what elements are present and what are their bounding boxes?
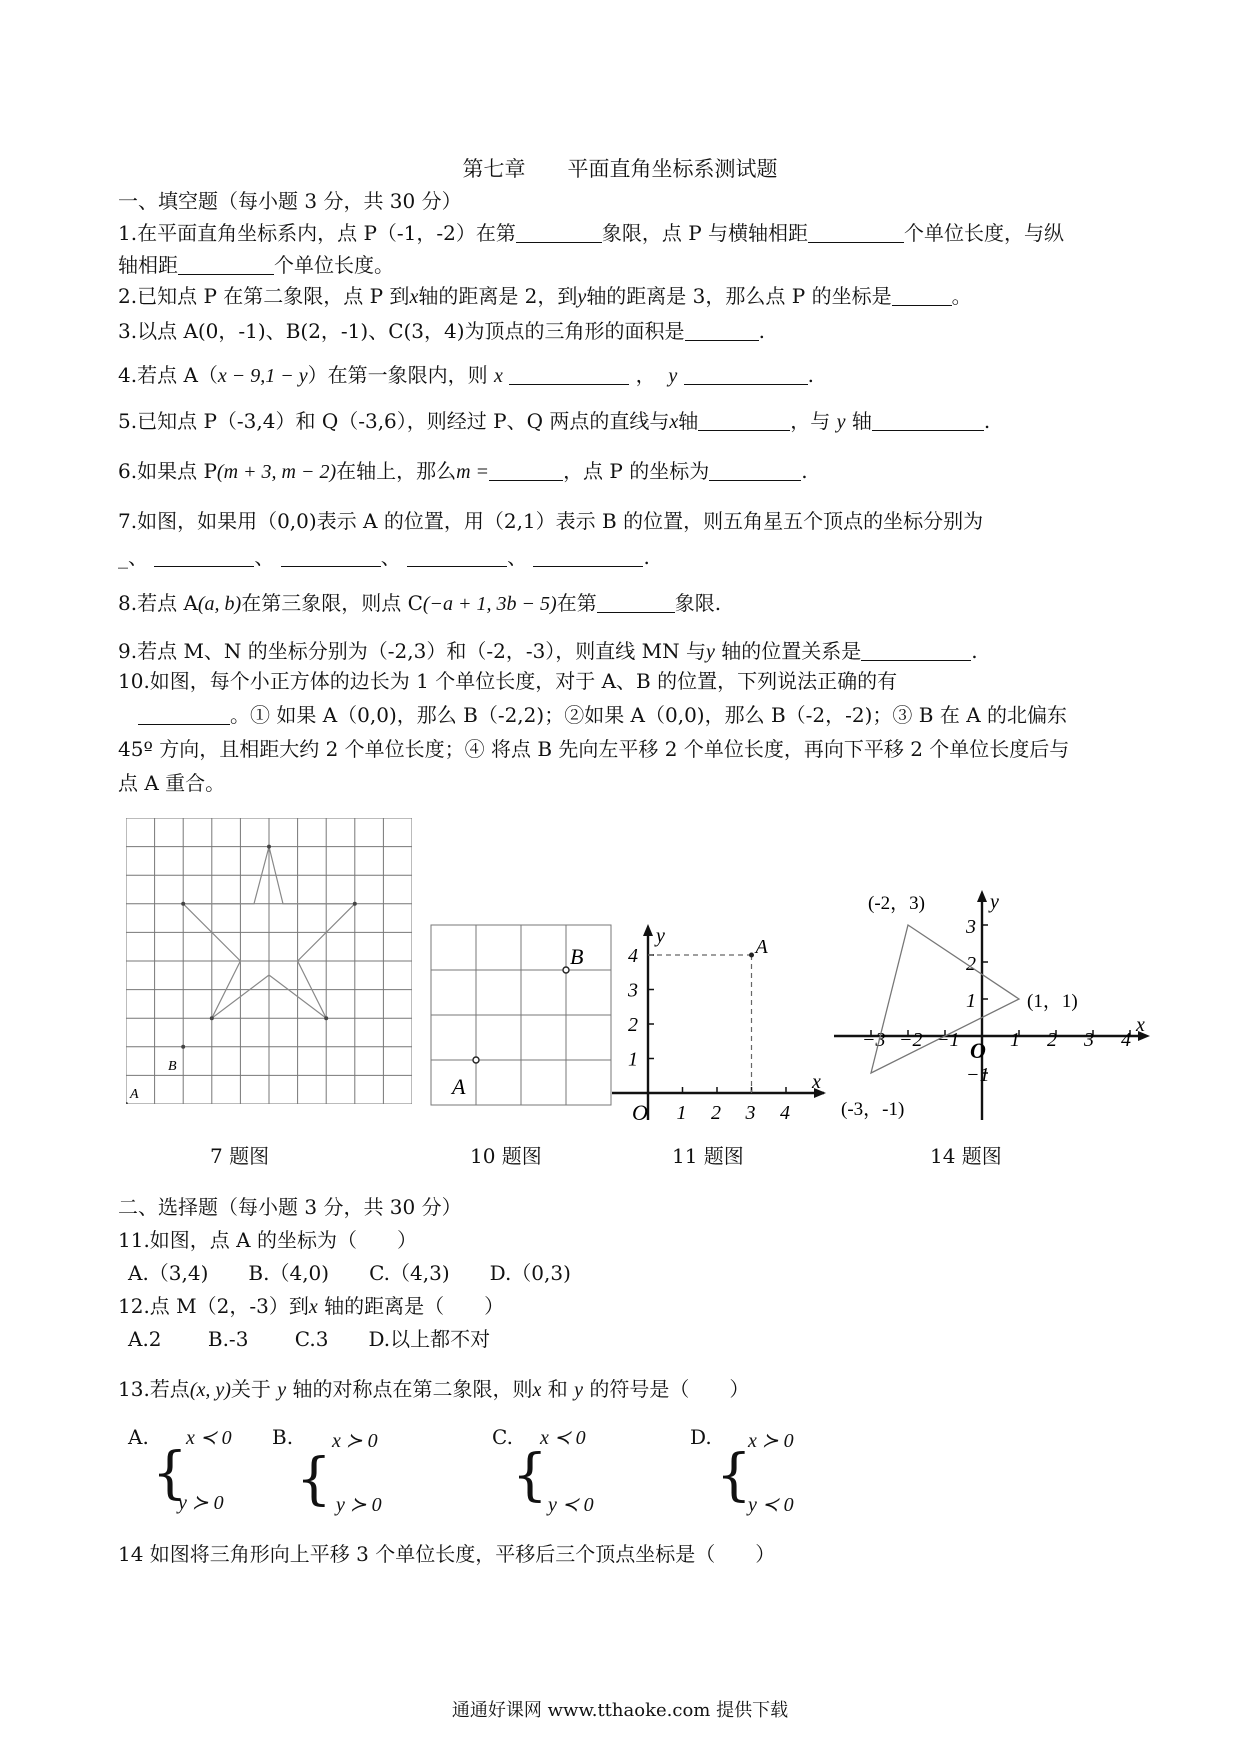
x-tick-label: 4 xyxy=(1121,1029,1131,1051)
question-13: 13.若点(x, y)关于 y 轴的对称点在第二象限，则x 和 y 的符号是（ ） xyxy=(118,1377,750,1401)
y-axis-label: y xyxy=(990,891,999,913)
answer-blank[interactable] xyxy=(861,640,971,661)
vertex-label: (-3，-1) xyxy=(841,1099,905,1120)
brace: { xyxy=(716,1443,752,1508)
y-tick-label: 3 xyxy=(966,916,976,938)
option-d-letter: D. xyxy=(690,1425,712,1449)
answer-blank[interactable] xyxy=(872,410,984,431)
answer-blank[interactable] xyxy=(281,546,381,567)
point-a-marker xyxy=(473,1057,479,1063)
star-vertex xyxy=(267,845,271,849)
question-12-options: A.2 B.-3 C.3 D.以上都不对 xyxy=(128,1327,491,1351)
answer-blank[interactable] xyxy=(407,546,507,567)
y-tick-label: 2 xyxy=(966,953,976,975)
question-8: 8.若点 A(a, b)在第三象限，则点 C(−a + 1, 3b − 5)在第 象限. xyxy=(118,591,722,615)
answer-blank[interactable] xyxy=(154,546,254,567)
option-b-bottom: y ≻ 0 xyxy=(336,1494,382,1516)
x-tick-label: 4 xyxy=(780,1102,790,1124)
question-7-line-2: _、 、 、 、 . xyxy=(118,545,650,569)
vertex-label: (-2，3) xyxy=(868,893,925,914)
star-vertex xyxy=(181,902,185,906)
point-b-marker xyxy=(181,1045,185,1049)
option-c-bottom: y ≺ 0 xyxy=(548,1494,594,1516)
question-7-line-1: 7.如图，如果用（0,0)表示 A 的位置，用（2,1）表示 B 的位置，则五角星五个顶点的坐标分别为 xyxy=(118,509,984,533)
question-5: 5.已知点 P（-3,4）和 Q（-3,6），则经过 P、Q 两点的直线与x轴 ，与 y 轴 . xyxy=(118,409,991,433)
option-d-top: x ≻ 0 xyxy=(748,1430,794,1452)
answer-blank[interactable] xyxy=(597,592,675,613)
question-10-line-2: 。① 如果 A（0,0)，那么 B（-2,2)；②如果 A（0,0)，那么 B（-2，-2)；③ B 在 A 的北偏东 xyxy=(138,702,1067,728)
brace: { xyxy=(296,1447,332,1512)
section-heading-fill-in: 一、填空题（每小题 3 分，共 30 分） xyxy=(118,189,462,213)
question-11: 11.如图，点 A 的坐标为（ ） xyxy=(118,1228,417,1252)
question-4: 4.若点 A（x − 9,1 − y）在第一象限内，则 x ， y . xyxy=(118,363,814,387)
figure-11-plane xyxy=(612,920,838,1126)
figure-14-plane xyxy=(834,886,1164,1126)
answer-blank[interactable] xyxy=(709,460,801,481)
point-a-marker xyxy=(126,1102,128,1104)
question-10-line-4: 点 A 重合。 xyxy=(118,771,226,795)
y-tick-label: 3 xyxy=(628,979,638,1002)
option-a-bottom: y ≻ 0 xyxy=(178,1492,224,1514)
question-11-options: A.（3,4) B.（4,0) C.（4,3) D.（0,3) xyxy=(128,1261,571,1285)
figure-7-caption: 7 题图 xyxy=(210,1144,270,1168)
point-a-label: A xyxy=(755,936,768,958)
option-b-letter: B. xyxy=(272,1425,294,1449)
option-a-top: x ≺ 0 xyxy=(186,1427,232,1449)
x-tick-label: −3 xyxy=(862,1029,886,1051)
x-tick-label: −1 xyxy=(936,1029,960,1051)
x-tick-label: 3 xyxy=(745,1102,756,1124)
y-tick-label: −1 xyxy=(966,1064,990,1086)
question-10-line-1: 10.如图，每个小正方体的边长为 1 个单位长度，对于 A、B 的位置，下列说法正确的有 xyxy=(118,669,898,693)
star-vertex xyxy=(324,1016,328,1020)
question-10-line-3: 45º 方向，且相距大约 2 个单位长度；④ 将点 B 先向左平移 2 个单位长度，再向下平移 2 个单位长度后与 xyxy=(118,737,1070,761)
question-9: 9.若点 M、N 的坐标分别为（-2,3）和（-2，-3），则直线 MN 与y 轴的位置关系是 . xyxy=(118,639,978,663)
figure-10-grid xyxy=(430,924,612,1108)
question-3: 3.以点 A(0，-1)、B(2，-1)、C(3，4)为顶点的三角形的面积是 . xyxy=(118,319,765,343)
point-a-label: A xyxy=(452,1074,466,1099)
y-tick-label: 4 xyxy=(628,945,638,967)
answer-blank[interactable] xyxy=(698,410,790,431)
x-tick-label: −2 xyxy=(899,1029,923,1051)
vertex-label: (1，1) xyxy=(1027,991,1078,1012)
option-c-letter: C. xyxy=(492,1425,513,1449)
answer-blank[interactable] xyxy=(138,704,230,725)
x-axis-label: x xyxy=(1136,1014,1145,1036)
x-tick-label: 1 xyxy=(676,1102,687,1124)
answer-blank[interactable] xyxy=(685,320,759,341)
y-tick-label: 2 xyxy=(628,1014,638,1036)
figure-10-caption: 10 题图 xyxy=(470,1144,542,1168)
option-b-top: x ≻ 0 xyxy=(332,1430,378,1452)
x-tick-label: 1 xyxy=(1010,1029,1020,1051)
answer-blank[interactable] xyxy=(489,460,563,481)
question-2: 2.已知点 P 在第二象限，点 P 到x轴的距离是 2，到y轴的距离是 3，那么点 P 的坐标是 。 xyxy=(118,284,972,308)
page-title: 第七章 平面直角坐标系测试题 xyxy=(462,157,778,181)
origin-label: O xyxy=(632,1100,648,1125)
section-heading-choice: 二、选择题（每小题 3 分，共 30 分） xyxy=(118,1195,462,1219)
answer-blank[interactable] xyxy=(516,222,602,243)
x-tick-label: 2 xyxy=(1047,1029,1057,1051)
answer-blank[interactable] xyxy=(808,222,904,243)
brace: { xyxy=(152,1441,188,1506)
point-b-label: B xyxy=(570,944,584,969)
point-b-marker xyxy=(563,967,569,973)
figure-7-star-grid xyxy=(126,818,412,1104)
question-12: 12.点 M（2，-3）到x 轴的距离是（ ） xyxy=(118,1294,505,1318)
origin-label: O xyxy=(970,1038,986,1063)
question-6: 6.如果点 P(m + 3, m − 2)在轴上，那么m = ，点 P 的坐标为 . xyxy=(118,459,808,483)
y-axis-label: y xyxy=(656,925,665,947)
question-1-line-2: 轴相距 个单位长度。 xyxy=(118,253,394,277)
x-tick-label: 3 xyxy=(1084,1029,1094,1051)
option-d-bottom: y ≺ 0 xyxy=(748,1494,794,1516)
option-c-top: x ≺ 0 xyxy=(540,1427,586,1449)
answer-blank[interactable] xyxy=(509,364,629,385)
star-vertex xyxy=(353,902,357,906)
footer-credit: 通通好课网 www.tthaoke.com 提供下载 xyxy=(451,1700,789,1721)
option-a-letter: A. xyxy=(128,1425,149,1449)
answer-blank[interactable] xyxy=(684,364,808,385)
brace: { xyxy=(512,1443,548,1508)
x-tick-label: 2 xyxy=(711,1102,721,1124)
point-b-label: B xyxy=(168,1059,177,1074)
y-tick-label: 1 xyxy=(628,1048,638,1071)
point-a-label: A xyxy=(130,1087,139,1102)
figure-14-caption: 14 题图 xyxy=(930,1144,1002,1168)
x-axis-label: x xyxy=(812,1071,821,1093)
answer-blank[interactable] xyxy=(533,546,643,567)
point-a-marker xyxy=(749,953,754,958)
y-tick-label: 1 xyxy=(966,990,976,1012)
answer-blank[interactable] xyxy=(178,254,274,275)
answer-blank[interactable] xyxy=(892,285,952,306)
question-14: 14 如图将三角形向上平移 3 个单位长度，平移后三个顶点坐标是（ ） xyxy=(118,1542,776,1566)
question-1-line-1: 1.在平面直角坐标系内，点 P（-1，-2）在第 象限，点 P 与横轴相距 个单位长度，与纵 xyxy=(118,221,1065,245)
figure-11-caption: 11 题图 xyxy=(672,1144,744,1168)
star-vertex xyxy=(210,1016,214,1020)
